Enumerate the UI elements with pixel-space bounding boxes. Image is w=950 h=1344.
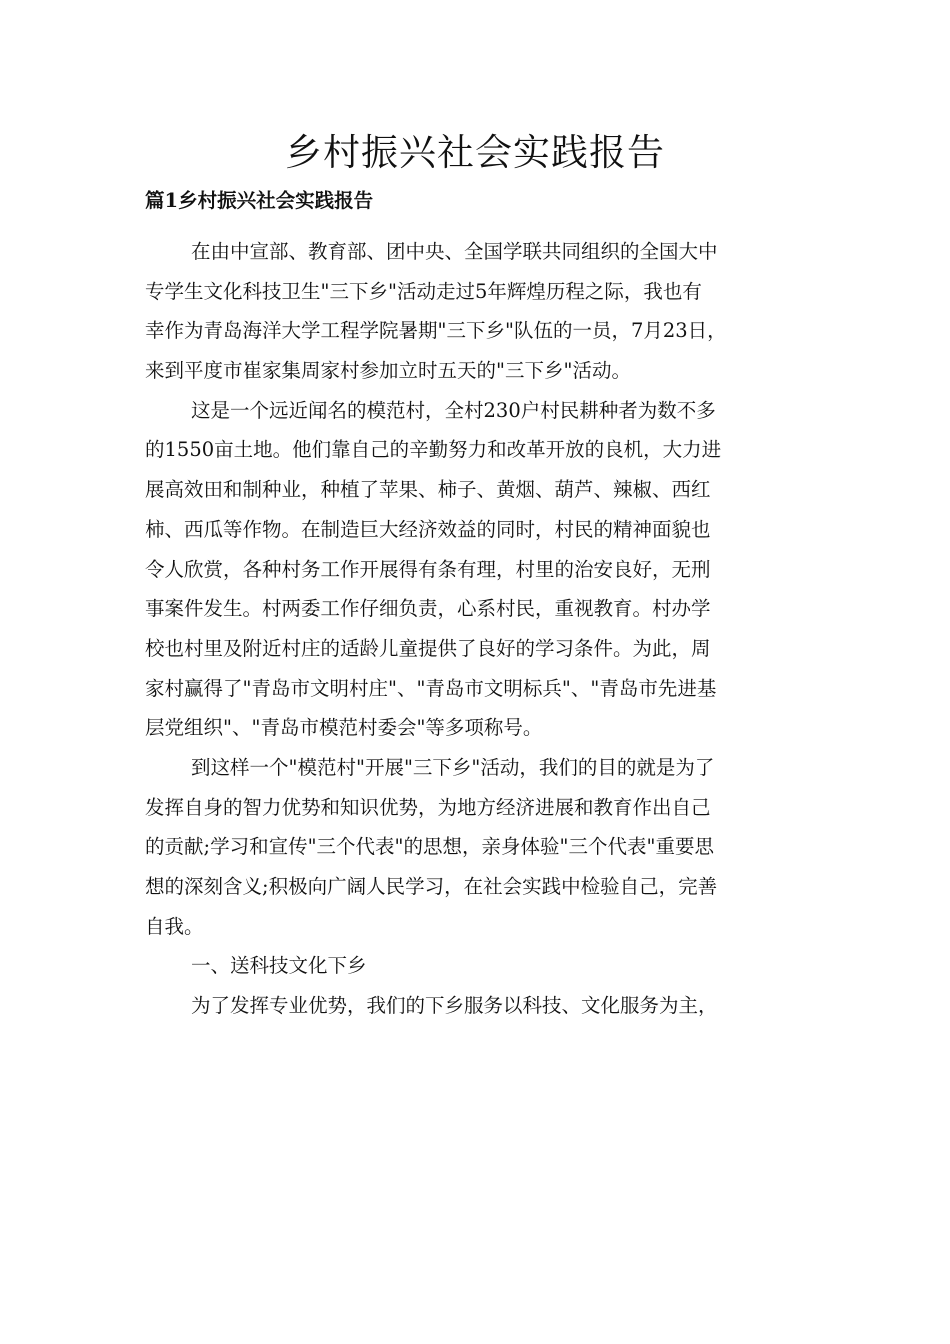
body-text-line: 想的深刻含义;积极向广阔人民学习，在社会实践中检验自己，完善 [145,875,718,898]
body-text-line: 发挥自身的智力优势和知识优势，为地方经济进展和教育作出自己 [145,795,711,819]
body-text-line: 展高效田和制种业，种植了苹果、柿子、黄烟、葫芦、辣椒、西红 [145,478,711,502]
body-text-line: 家村赢得了"青岛市文明村庄"、"青岛市文明标兵"、"青岛市先进基 [145,676,717,700]
body-text-line: 自我。 [145,914,204,938]
body-text-line: 到这样一个"模范村"开展"三下乡"活动，我们的目的就是为了 [191,755,715,779]
section-heading: 篇1乡村振兴社会实践报告 [145,189,374,212]
body-text-line: 令人欣赏，各种村务工作开展得有条有理，村里的治安良好，无刑 [145,557,711,581]
document-body [145,232,805,1026]
body-text-line: 柿、西瓜等作物。在制造巨大经济效益的同时，村民的精神面貌也 [145,517,711,541]
body-text-line: 这是一个远近闻名的模范村，全村230户村民耕种者为数不多 [191,398,716,422]
body-text-line: 的1550亩土地。他们靠自己的辛勤努力和改革开放的良机，大力进 [145,438,722,462]
body-text-line: 事案件发生。村两委工作仔细负责，心系村民，重视教育。村办学 [145,597,711,621]
document-title: 乡村振兴社会实践报告 [285,131,665,174]
body-text-line: 幸作为青岛海洋大学工程学院暑期"三下乡"队伍的一员，7月23日， [145,319,727,343]
body-text-line: 专学生文化科技卫生"三下乡"活动走过5年辉煌历程之际，我也有 [145,279,702,303]
body-text-line: 一、送科技文化下乡 [191,954,367,978]
body-text-line: 层党组织"、"青岛市模范村委会"等多项称号。 [145,716,543,740]
body-text-line: 在由中宣部、教育部、团中央、全国学联共同组织的全国大中 [191,240,718,263]
body-text-line: 的贡献;学习和宣传"三个代表"的思想，亲身体验"三个代表"重要思 [145,835,714,859]
body-text-line: 校也村里及附近村庄的适龄儿童提供了良好的学习条件。为此，周 [145,636,711,660]
body-text-line: 来到平度市崔家集周家村参加立时五天的"三下乡"活动。 [145,359,631,383]
body-text-line: 为了发挥专业优势，我们的下乡服务以科技、文化服务为主， [191,994,718,1018]
